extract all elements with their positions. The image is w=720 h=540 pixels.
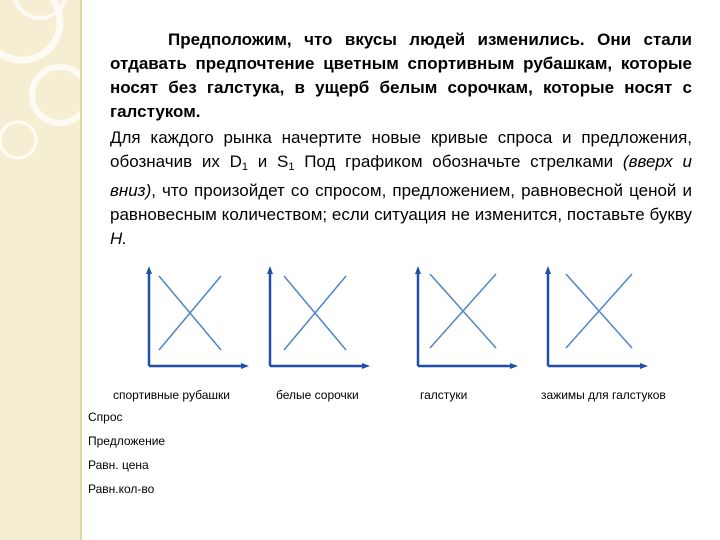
supply-demand-graph-white-shirts [262, 266, 372, 374]
supply-demand-graph-sport-shirts [141, 266, 251, 374]
supply-demand-graph-tie-clips [540, 266, 650, 374]
market-label-ties: галстуки [420, 388, 468, 402]
row-label-demand: Спрос [88, 410, 123, 424]
decorative-sidebar [0, 0, 80, 540]
market-label-sport-shirts: спортивные рубашки [113, 388, 230, 402]
row-label-equilibrium-price: Равн. цена [88, 458, 149, 472]
market-label-white-shirts: белые сорочки [276, 388, 359, 402]
sidebar-divider [80, 0, 82, 540]
row-label-supply: Предложение [88, 434, 166, 448]
supply-demand-graph-ties [410, 266, 520, 374]
task-instructions-paragraph: Для каждого рынка начертите новые кривые спроса и предложения, обозначив их $D_1$ и $S_1$ Под графиком обозначьте стрелками (вверх и вниз), что произойдет со спросом, предложением, равновесной ценой и равновесным количеством; если ситуация не изменится, поставьте букву Н. [110, 128, 693, 248]
task-intro-paragraph: Предположим, что вкусы людей изменились. Они стали отдавать предпочтение цветным спортивным рубашкам, которые носят без галстука, в ущерб белым сорочкам, которые носят с галстуком. [110, 30, 692, 121]
row-label-equilibrium-quantity: Равн.кол-во [88, 482, 155, 496]
market-label-tie-clips: зажимы для галстуков [541, 388, 666, 402]
